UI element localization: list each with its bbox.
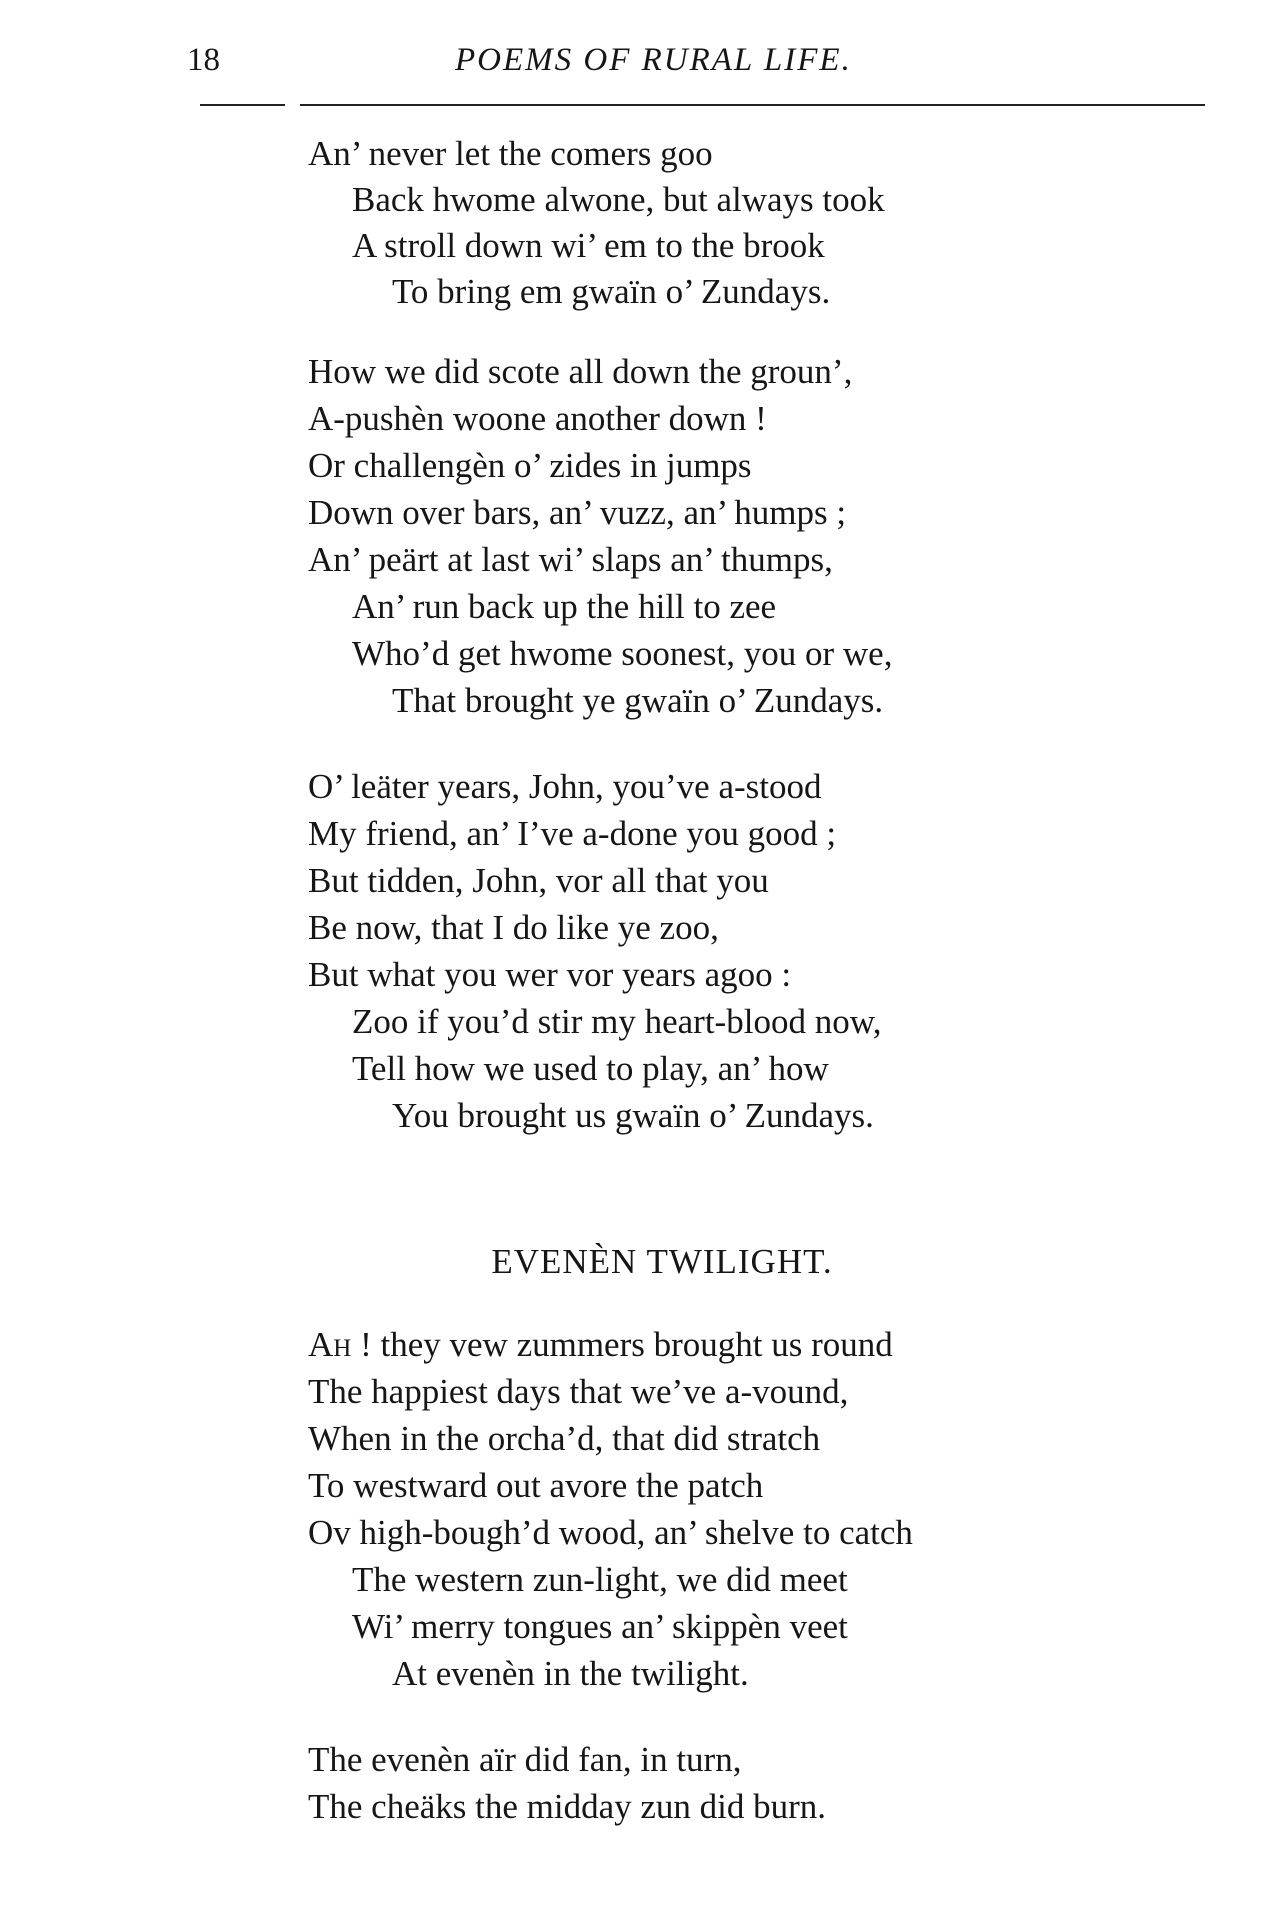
- verse-line: At evenèn in the twilight.: [392, 1654, 749, 1693]
- verse-line: Back hwome alwone, but always took: [352, 180, 885, 219]
- first-line-rest: ! they vew zummers brought us round: [351, 1325, 893, 1364]
- verse-line: The evenèn aïr did fan, in turn,: [308, 1740, 742, 1779]
- drop-word: Ah: [308, 1325, 352, 1364]
- verse-line: When in the orcha’d, that did stratch: [308, 1419, 821, 1458]
- verse-line: A stroll down wi’ em to the brook: [352, 226, 825, 265]
- verse-line: An’ peärt at last wi’ slaps an’ thumps,: [308, 540, 833, 579]
- verse-line: The cheäks the midday zun did burn.: [308, 1787, 827, 1826]
- verse-line: The happiest days that we’ve a-vound,: [308, 1372, 849, 1411]
- running-title: POEMS OF RURAL LIFE.: [455, 42, 852, 78]
- verse-line: Ov high-bough’d wood, an’ shelve to catch: [308, 1513, 913, 1552]
- verse-line: To westward out avore the patch: [308, 1466, 764, 1505]
- verse-line: How we did scote all down the groun’,: [308, 352, 853, 391]
- header-rule-left: [200, 104, 285, 106]
- verse-line: An’ never let the comers goo: [308, 134, 713, 173]
- verse-line: Tell how we used to play, an’ how: [352, 1049, 829, 1088]
- verse-line: O’ leäter years, John, you’ve a-stood: [308, 767, 822, 806]
- verse-line: A-pushèn woone another down !: [308, 399, 767, 438]
- verse-line: But tidden, John, vor all that you: [308, 861, 769, 900]
- verse-line: But what you wer vor years agoo :: [308, 955, 792, 994]
- verse-line: My friend, an’ I’ve a-done you good ;: [308, 814, 837, 853]
- verse-line: Zoo if you’d stir my heart-blood now,: [352, 1002, 882, 1041]
- header-rule-right: [300, 104, 1205, 106]
- poem-title: EVENÈN TWILIGHT.: [491, 1242, 833, 1281]
- verse-line: The western zun-light, we did meet: [352, 1560, 848, 1599]
- verse-line: Down over bars, an’ vuzz, an’ humps ;: [308, 493, 847, 532]
- verse-line: An’ run back up the hill to zee: [352, 587, 777, 626]
- verse-line: Be now, that I do like ye zoo,: [308, 908, 719, 947]
- verse-line: Who’d get hwome soonest, you or we,: [352, 634, 893, 673]
- page-number: 18: [187, 42, 220, 78]
- page-header: [0, 40, 1269, 90]
- verse-line: Or challengèn o’ zides in jumps: [308, 446, 752, 485]
- verse-line: You brought us gwaïn o’ Zundays.: [392, 1096, 874, 1135]
- verse-line: To bring em gwaïn o’ Zundays.: [392, 272, 831, 311]
- verse-line: That brought ye gwaïn o’ Zundays.: [392, 681, 884, 720]
- verse-line-first: [308, 1323, 893, 1367]
- verse-line: Wi’ merry tongues an’ skippèn veet: [352, 1607, 848, 1646]
